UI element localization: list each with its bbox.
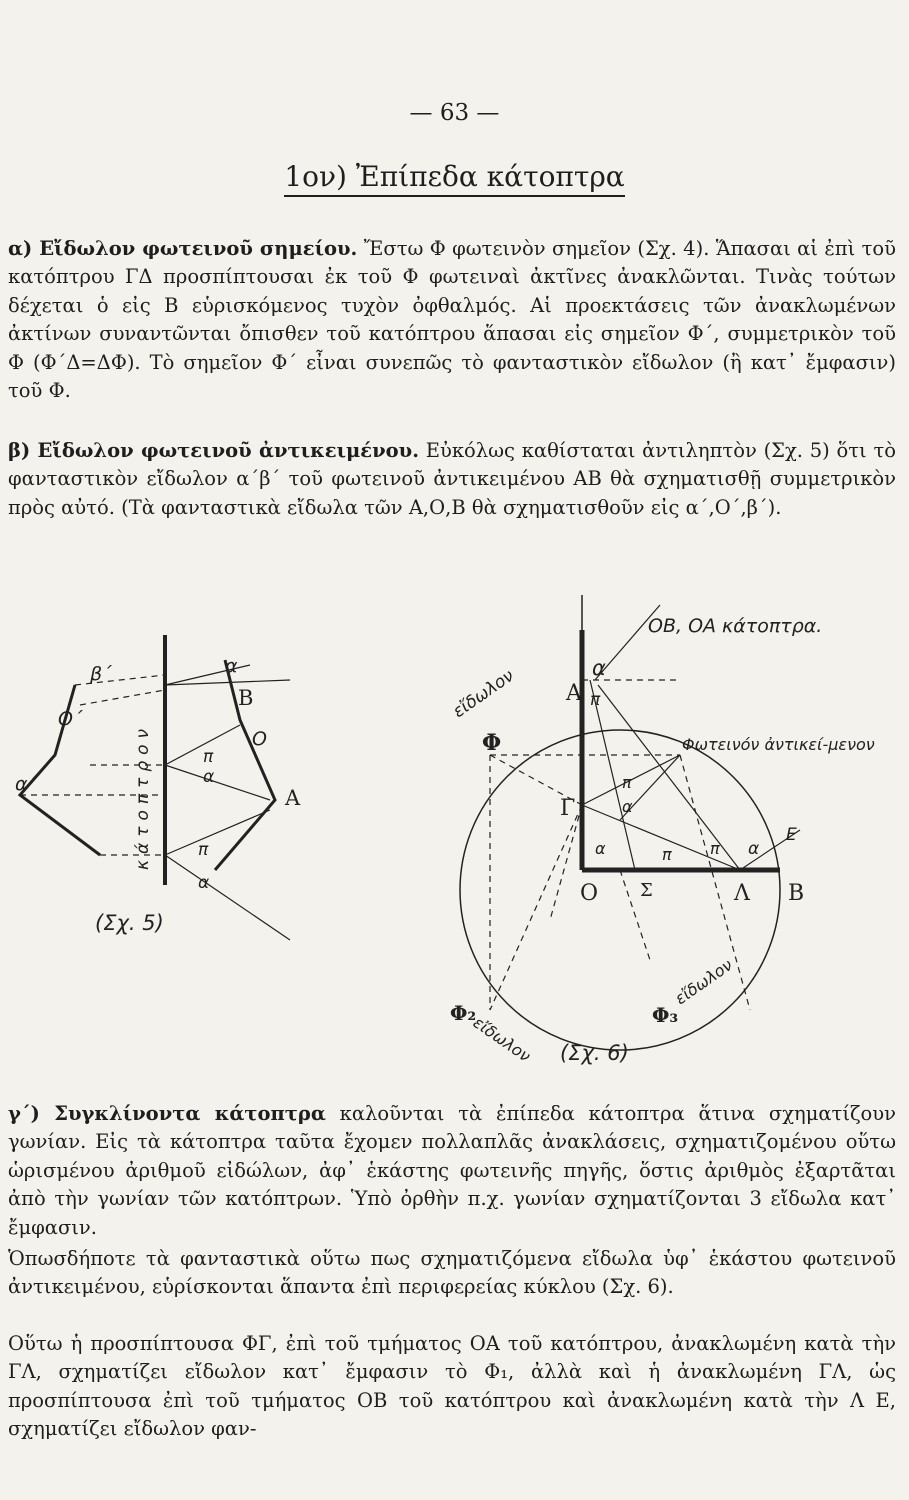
fig6-circle	[460, 730, 780, 1050]
fig5-label-pi-mid: π	[203, 747, 214, 767]
fig5-label-pi-low: π	[198, 840, 209, 860]
fig6-label-lambda: Λ	[734, 881, 750, 906]
fig6-note: ΟΒ, ΟΑ κάτοπτρα.	[648, 615, 823, 637]
section-title-text: 1ον) Ἐπίπεδα κάτοπτρα	[284, 160, 624, 197]
fig6-label-phi3: Φ₃	[652, 1003, 679, 1027]
fig6-label-alpha-top: α	[592, 656, 606, 680]
figure-6	[420, 590, 900, 1080]
fig6-label-E: Ε	[786, 825, 797, 845]
paragraph-b-text: Εὐκόλως καθίσταται ἀντιληπτὸν (Σχ. 5) ὅτι τὸ φανταστικὸν εἴδωλον α΄β΄ τοῦ φωτεινοῦ ἀντικειμένου ΑΒ θὰ σχηματισθῇ συμμετρικὸν πρὸς αὐτό. (Τὰ φανταστικὰ εἴδωλα τῶν Α,Ο,Β θὰ σχηματισθοῦν εἰς α΄,Ο΄,β΄).	[8, 439, 896, 519]
paragraph-b	[8, 437, 896, 522]
page-number: — 63 —	[409, 100, 500, 126]
fig5-label-alpha-top: α	[225, 655, 238, 677]
fig6-label-alpha-right: α	[748, 839, 760, 859]
fig6-label-pi-right: π	[710, 839, 720, 858]
fig6-label-pi-top: π	[590, 690, 601, 710]
fig5-label-B: Β	[238, 686, 254, 710]
paragraph-b-label: β) Εἴδωλον φωτεινοῦ ἀντικειμένου.	[8, 439, 419, 462]
fig6-caption: (Σχ. 6)	[560, 1041, 629, 1065]
paragraph-c	[8, 1100, 896, 1242]
fig6-label-A: Α	[566, 681, 582, 706]
paragraph-a-text: Ἔστω Φ φωτεινὸν σημεῖον (Σχ. 4). Ἅπασαι αἱ ἐπὶ τοῦ κατόπτρου ΓΔ προσπίπτουσαι ἐκ τοῦ Φ φωτειναὶ ἀκτῖνες ἀνακλῶνται. Τινὰς τούτων δέχεται ὁ εἰς Β εὑρισκόμενος τυχὸν ὀφθαλμός. Αἱ προεκτάσεις τῶν ἀνακλωμένων ἀκτίνων συναντῶνται ὄπισθεν τοῦ κατόπτρου ἅπασαι εἰς σημεῖον Φ΄, συμμετρικὸν τοῦ Φ (Φ΄Δ=ΔΦ). Τὸ σημεῖον Φ΄ εἶναι συνεπῶς τὸ φανταστικὸν εἴδωλον (ἢ κατ᾽ ἔμφασιν) τοῦ Φ.	[8, 237, 897, 403]
fig5-label-a-prime: α΄	[15, 773, 38, 795]
fig5-label-O: Ο	[252, 728, 267, 750]
fig5-label-alpha-mid: α	[203, 767, 215, 787]
fig6-label-phi: Φ	[482, 730, 502, 756]
paragraph-e: Οὕτω ἡ προσπίπτουσα ΦΓ, ἐπὶ τοῦ τμήματος ΟΑ τοῦ κατόπτρου, ἀνακλωμένη κατὰ τὴν ΓΛ, σχηματίζει εἴδωλον κατ᾽ ἔμφασιν τὸ Φ₁, ἀλλὰ καὶ ἡ ἀνακλωμένη ΓΛ, ὡς προσπίπτουσα ἐπὶ τοῦ τμήματος ΟΒ τοῦ κατόπτρου καὶ ἀνακλωμένη κατὰ τὴν Λ Ε, σχηματίζει εἴδωλον φαν-	[8, 1332, 896, 1441]
fig6-label-image-top: εἴδωλον	[449, 665, 518, 723]
fig6-label-object: Φωτεινόν ἀντικεί-μενον	[682, 735, 875, 754]
fig6-rays	[582, 680, 800, 870]
fig5-label-b-prime: β΄	[90, 663, 112, 685]
fig6-label-image-bottom-left: εἴδωλον	[469, 1012, 535, 1066]
fig5-label-alpha-low: α	[198, 873, 210, 893]
fig6-label-gamma: Γ	[560, 796, 576, 821]
section-title	[0, 160, 909, 193]
fig5-label-A: Α	[285, 786, 301, 810]
paragraph-d: Ὁπωσδήποτε τὰ φανταστικὰ οὕτω πως σχηματιζόμενα εἴδωλα ὑφ᾽ ἑκάστου φωτεινοῦ ἀντικειμένου, εὑρίσκονται ἅπαντα ἐπὶ περιφερείας κύκλου (Σχ. 6).	[8, 1247, 896, 1299]
fig5-mirror-label: κάτοπτρον	[133, 722, 153, 870]
fig5-caption: (Σχ. 5)	[95, 911, 164, 935]
paragraph-a-label: α) Εἴδωλον φωτεινοῦ σημείου.	[8, 237, 358, 260]
fig6-label-sigma: Σ	[640, 880, 653, 901]
fig6-label-image-bottom-right: εἴδωλον	[671, 955, 736, 1009]
fig6-label-B: Β	[788, 881, 805, 906]
fig6-label-phi2: Φ₂	[450, 1001, 477, 1025]
fig6-label-O: Ο	[580, 881, 599, 906]
fig5-label-o-prime: Ο΄	[58, 708, 83, 730]
fig6-label-pi-mid: π	[622, 773, 632, 792]
paragraph-c-text: καλοῦνται τὰ ἐπίπεδα κάτοπτρα ἅτινα σχηματίζουν γωνίαν. Εἰς τὰ κάτοπτρα ταῦτα ἔχομεν πολλαπλᾶς ἀνακλάσεις, σχηματιζομένου οὕτω ὡρισμένου ἀριθμοῦ εἰδώλων, ἀφ᾽ ἑκάστης φωτεινῆς πηγῆς, ὅστις ἀριθμὸς ἐξαρτᾶται ἀπὸ τὴν γωνίαν τῶν κατόπτρων. Ὑπὸ ὀρθὴν π.χ. γωνίαν σχηματίζονται 3 εἴδωλα κατ᾽ ἔμφασιν.	[8, 1102, 896, 1239]
fig6-label-alpha-mid: α	[622, 797, 633, 816]
figure-5	[0, 630, 340, 970]
fig6-label-alpha-low: α	[595, 839, 606, 858]
fig6-label-pi-low: π	[662, 845, 672, 864]
paragraph-c-label: γ΄) Συγκλίνοντα κάτοπτρα	[8, 1102, 326, 1125]
paragraph-a	[8, 235, 896, 405]
